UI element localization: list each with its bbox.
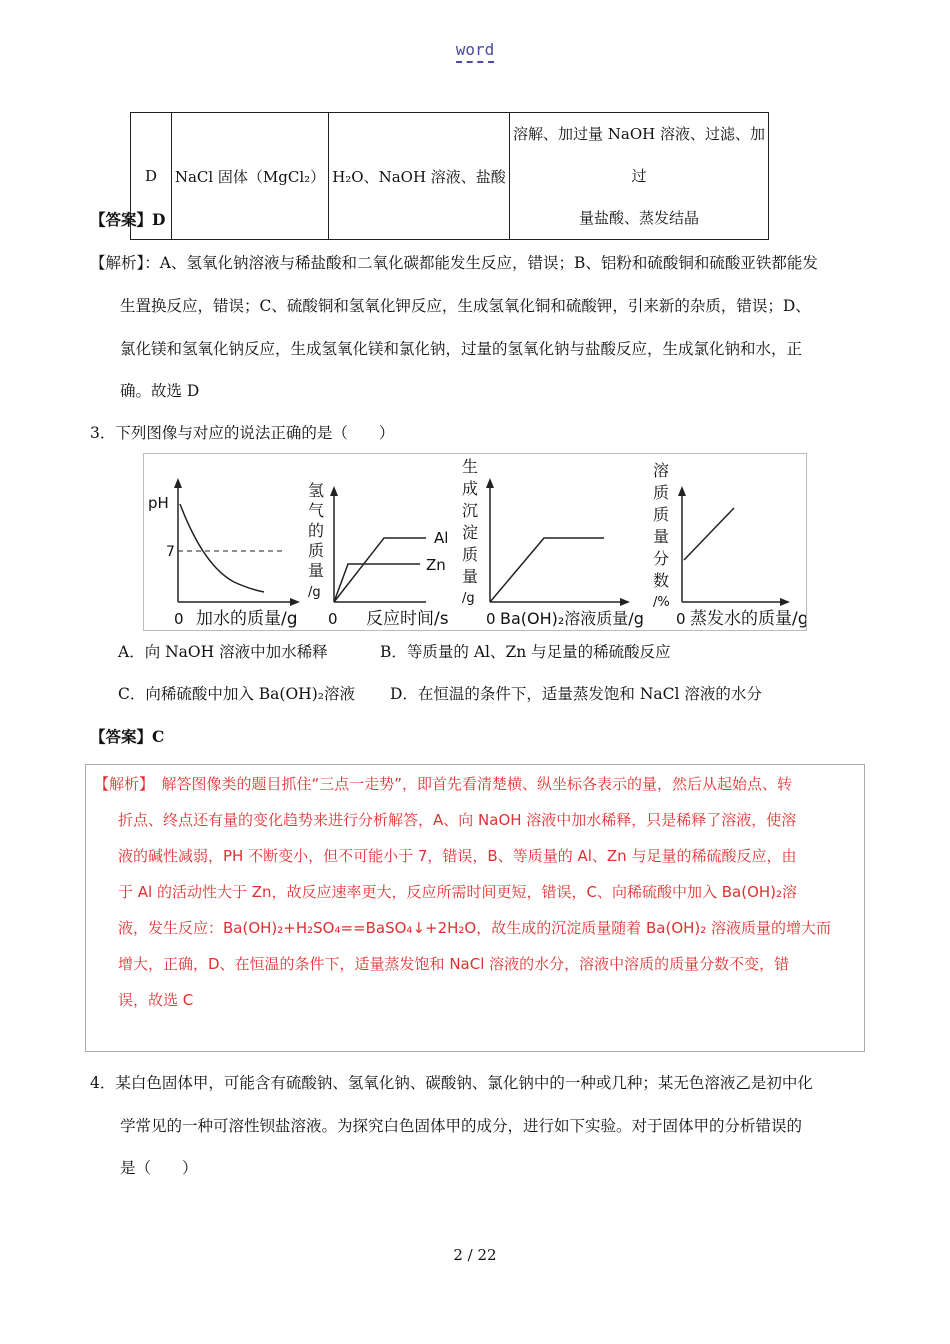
chart-b-ylabel-1: 气 (308, 501, 325, 520)
chart-d-ylabel-6: /% (653, 595, 670, 610)
chart-b-ylabel-3: 质 (308, 541, 325, 560)
chart-d-ylabel-3: 量 (653, 527, 670, 546)
chart-b (308, 481, 449, 629)
table-cell-substance: NaCl 固体（MgCl₂） (172, 113, 329, 240)
chart-d (653, 461, 806, 629)
table-row (131, 113, 769, 240)
chart-c-ylabel-2: 沉 (462, 501, 479, 520)
chart-b-ylabel-4: 量 (308, 561, 325, 580)
chart-d-line (684, 508, 734, 560)
chart-d-y-arrow (678, 486, 686, 496)
q3-stem: 3．下列图像与对应的说法正确的是（ ） (90, 424, 395, 442)
chart-c-ylabel-1: 成 (462, 479, 479, 498)
chart-b-y-arrow (330, 486, 338, 496)
chart-b-origin: 0 (328, 610, 338, 628)
q3-analysis-box (85, 764, 865, 1052)
chart-d-xlabel: 蒸发水的质量/g (690, 609, 806, 629)
method-line-2: 量盐酸、蒸发结晶 (578, 209, 699, 227)
q3-charts-figure (143, 453, 807, 631)
q2-analysis-line-2: 生置换反应，错误；C、硫酸铜和氢氧化钾反应，生成氢氧化铜和硫酸钾，引来新的杂质，错误；D、 (120, 297, 811, 315)
method-line-1: 溶解、加过量 NaOH 溶液、过滤、加过 (513, 125, 765, 185)
chart-c (462, 457, 644, 628)
q3-option-c: C．向稀硫酸中加入 Ba(OH)₂溶液 (118, 685, 355, 703)
q2-answer: 【答案】D (90, 210, 166, 229)
chart-c-line (490, 538, 604, 602)
q3-answer: 【答案】C (90, 727, 165, 746)
q3-analysis-line-4: 于 Al 的活动性大于 Zn，故反应速率更大，反应所需时间更短，错误，C、向稀硫酸中加入 Ba(OH)₂溶 (118, 883, 798, 901)
chart-b-line-zn (334, 564, 420, 602)
chart-a-tick-7: 7 (166, 544, 175, 560)
chart-c-y-arrow (486, 478, 494, 488)
chart-a-x-arrow (290, 598, 300, 606)
chart-d-origin: 0 (676, 610, 686, 628)
table-cell-reagents: H₂O、NaOH 溶液、盐酸 (329, 113, 510, 240)
header-word-link[interactable]: word (0, 40, 950, 59)
chart-b-label-al: Al (434, 529, 449, 547)
q2-analysis-line-4: 确。故选 D (120, 382, 200, 400)
reagent-table (130, 112, 769, 240)
q4-line-1: 4．某白色固体甲，可能含有硫酸钠、氢氧化钠、碳酸钠、氯化钠中的一种或几种；某无色溶液乙是初中化 (90, 1074, 813, 1092)
table-cell-method (510, 113, 769, 240)
chart-b-label-zn: Zn (426, 556, 446, 574)
q3-option-a: A．向 NaOH 溶液中加水稀释 (118, 643, 328, 661)
q3-option-b: B．等质量的 Al、Zn 与足量的稀硫酸反应 (380, 643, 671, 661)
q4-line-3: 是（ ） (120, 1159, 198, 1177)
chart-d-ylabel-5: 数 (653, 571, 670, 590)
chart-a (148, 478, 300, 629)
q3-analysis-line-6: 增大，正确，D、在恒温的条件下，适量蒸发饱和 NaCl 溶液的水分，溶液中溶质的质量分数不变，错 (118, 955, 790, 973)
q3-analysis-line-7: 误，故选 C (118, 991, 194, 1009)
q3-analysis-line-3: 液的碱性减弱，PH 不断变小，但不可能小于 7，错误，B、等质量的 Al、Zn 与足量的稀硫酸反应，由 (118, 847, 797, 865)
chart-d-x-arrow (780, 598, 790, 606)
q3-analysis-line-2: 折点、终点还有量的变化趋势来进行分析解答，A、向 NaOH 溶液中加水稀释，只是稀释了溶液，使溶 (118, 811, 797, 829)
page-number: 2 / 22 (453, 1246, 497, 1264)
chart-d-ylabel-2: 质 (653, 505, 670, 524)
chart-c-origin: 0 (486, 610, 496, 628)
chart-c-ylabel-6: /g (462, 591, 475, 606)
chart-c-ylabel-4: 质 (462, 545, 479, 564)
q2-analysis-line-1: 【解析】：A、氢氧化钠溶液与稀盐酸和二氧化碳都能发生反应，错误；B、铝粉和硫酸铜和硫酸亚铁都能发 (90, 254, 818, 272)
chart-d-ylabel-1: 质 (653, 483, 670, 502)
chart-b-ylabel-5: /g (308, 585, 321, 600)
chart-b-line-al (334, 538, 426, 602)
chart-c-ylabel-3: 淀 (462, 523, 479, 542)
q3-option-d: D．在恒温的条件下，适量蒸发饱和 NaCl 溶液的水分 (390, 685, 762, 703)
chart-a-ylabel: pH (148, 494, 169, 512)
chart-d-ylabel-0: 溶 (653, 461, 670, 480)
q4-line-2: 学常见的一种可溶性钡盐溶液。为探究白色固体甲的成分，进行如下实验。对于固体甲的分析错误的 (120, 1117, 803, 1135)
chart-c-x-arrow (620, 598, 630, 606)
chart-a-y-arrow (174, 478, 182, 488)
chart-c-ylabel-0: 生 (462, 457, 479, 476)
q2-analysis-line-3: 氯化镁和氢氧化钠反应，生成氢氧化镁和氯化钠，过量的氢氧化钠与盐酸反应，生成氯化钠和水，正 (120, 340, 803, 358)
chart-b-ylabel-2: 的 (308, 521, 325, 540)
chart-a-origin: 0 (174, 610, 184, 628)
q3-analysis-line-5: 液，发生反应：Ba(OH)₂+H₂SO₄==BaSO₄↓+2H₂O，故生成的沉淀质量随着 Ba(OH)₂ 溶液质量的增大而 (118, 919, 832, 937)
chart-d-ylabel-4: 分 (653, 549, 670, 568)
chart-b-xlabel: 反应时间/s (366, 609, 449, 629)
chart-c-xlabel: Ba(OH)₂溶液质量/g (500, 609, 644, 628)
table-cell-letter: D (131, 113, 172, 240)
chart-a-xlabel: 加水的质量/g (196, 609, 298, 629)
chart-a-curve (180, 504, 264, 592)
q3-analysis-line-1: 【解析】 解答图像类的题目抓住“三点一走势”，即首先看清楚横、纵坐标各表示的量，然后从起始点、转 (94, 775, 793, 793)
chart-c-ylabel-5: 量 (462, 567, 479, 586)
chart-b-ylabel-0: 氢 (308, 481, 325, 500)
